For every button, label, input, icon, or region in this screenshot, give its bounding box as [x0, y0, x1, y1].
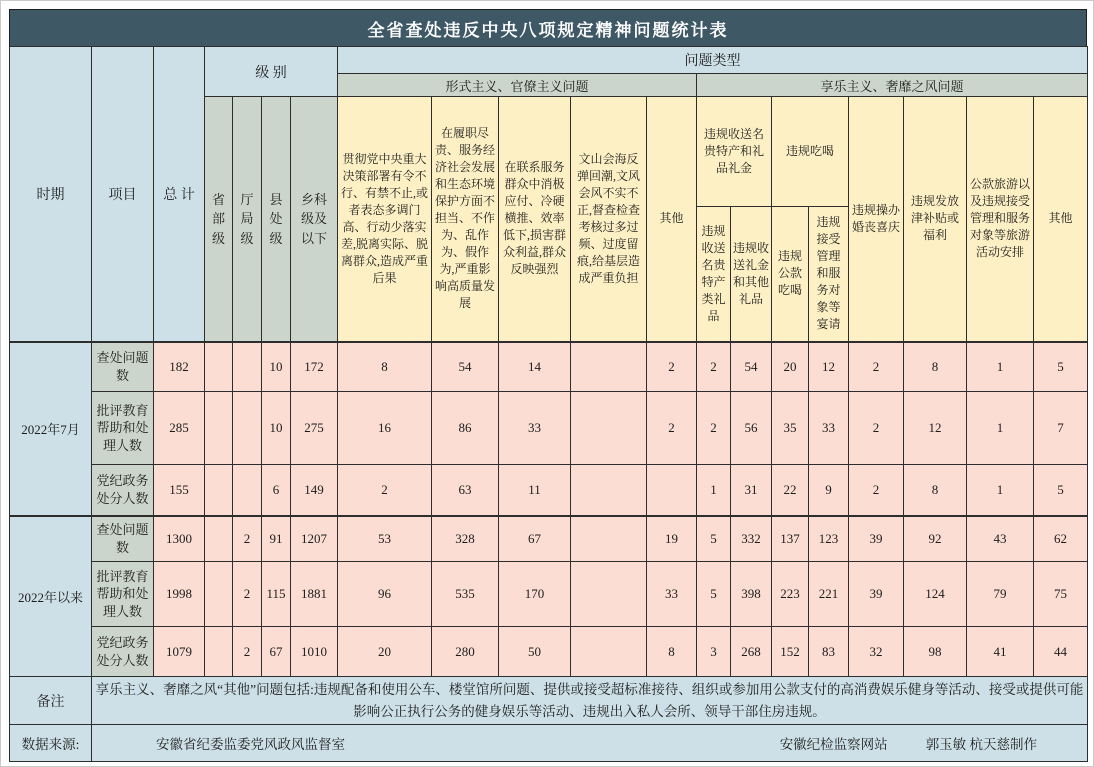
col-header-formalism-3: 在联系服务群众中消极应付、冷硬横推、效率低下,损害群众利益,群众反映强烈: [499, 97, 571, 342]
col-group-formalism: 形式主义、官僚主义问题: [338, 74, 697, 97]
value-cell: 275: [291, 392, 338, 465]
value-cell: 12: [904, 392, 967, 465]
col-header-period: 时期: [10, 47, 92, 342]
value-cell: 137: [772, 516, 809, 562]
value-cell: 50: [499, 627, 571, 677]
value-cell: [205, 562, 233, 627]
value-cell: 10: [262, 342, 291, 392]
value-cell: 155: [154, 465, 205, 516]
value-cell: 92: [904, 516, 967, 562]
value-cell: [571, 516, 647, 562]
value-cell: 75: [1034, 562, 1088, 627]
value-cell: [233, 342, 262, 392]
table-row: [10, 627, 1088, 677]
value-cell: 115: [262, 562, 291, 627]
value-cell: 535: [432, 562, 499, 627]
value-cell: 12: [809, 342, 849, 392]
value-cell: 91: [262, 516, 291, 562]
value-cell: 33: [809, 392, 849, 465]
value-cell: 1079: [154, 627, 205, 677]
source-makers: 郭玉敏 杭天慈制作: [925, 737, 1038, 752]
value-cell: 328: [432, 516, 499, 562]
item-label-cell: 党纪政务处分人数: [92, 627, 154, 677]
value-cell: 19: [647, 516, 697, 562]
value-cell: 5: [697, 562, 731, 627]
value-cell: 223: [772, 562, 809, 627]
value-cell: 1998: [154, 562, 205, 627]
value-cell: [571, 627, 647, 677]
value-cell: 1: [697, 465, 731, 516]
value-cell: 2: [849, 392, 904, 465]
col-group-hedonism: 享乐主义、奢靡之风问题: [697, 74, 1088, 97]
value-cell: 2: [697, 392, 731, 465]
col-group-level: 级 别: [205, 47, 338, 97]
value-cell: 2: [647, 342, 697, 392]
period-cell: 2022年以来: [10, 516, 92, 677]
value-cell: 8: [904, 465, 967, 516]
value-cell: 98: [904, 627, 967, 677]
value-cell: [233, 392, 262, 465]
value-cell: 1881: [291, 562, 338, 627]
col-header-cash-gifts: 违规收送礼金和其他礼品: [731, 207, 772, 342]
value-cell: 2: [849, 342, 904, 392]
value-cell: 170: [499, 562, 571, 627]
table-row: [10, 392, 1088, 465]
col-header-formalism-2: 在履职尽责、服务经济社会发展和生态环境保护方面不担当、不作为、乱作为、假作为,严重影响高质量发展: [432, 97, 499, 342]
value-cell: 20: [772, 342, 809, 392]
value-cell: 63: [432, 465, 499, 516]
value-cell: 39: [849, 516, 904, 562]
item-label-cell: 查处问题数: [92, 516, 154, 562]
value-cell: 7: [1034, 392, 1088, 465]
value-cell: 2: [233, 516, 262, 562]
value-cell: 41: [967, 627, 1034, 677]
value-cell: 16: [338, 392, 432, 465]
value-cell: 44: [1034, 627, 1088, 677]
value-cell: 53: [338, 516, 432, 562]
value-cell: 96: [338, 562, 432, 627]
value-cell: [205, 392, 233, 465]
value-cell: 152: [772, 627, 809, 677]
value-cell: 67: [262, 627, 291, 677]
col-group-problem-type: 问题类型: [338, 47, 1088, 74]
value-cell: 1300: [154, 516, 205, 562]
col-header-item: 项目: [92, 47, 154, 342]
value-cell: 8: [904, 342, 967, 392]
value-cell: [205, 342, 233, 392]
col-header-level-township: 乡科级及以下: [291, 97, 338, 342]
value-cell: 332: [731, 516, 772, 562]
col-header-level-province: 省部级: [205, 97, 233, 342]
value-cell: 8: [338, 342, 432, 392]
value-cell: 67: [499, 516, 571, 562]
value-cell: [647, 465, 697, 516]
value-cell: 32: [849, 627, 904, 677]
col-header-total: 总 计: [154, 47, 205, 342]
value-cell: 14: [499, 342, 571, 392]
value-cell: [233, 465, 262, 516]
col-header-public-funds-dining: 违规公款吃喝: [772, 207, 809, 342]
page-title: 全省查处违反中央八项规定精神问题统计表: [9, 9, 1087, 46]
value-cell: 123: [809, 516, 849, 562]
table-row: [10, 516, 1088, 562]
col-header-specialty-gifts: 违规收送名贵特产类礼品: [697, 207, 731, 342]
remark-label: 备注: [10, 677, 92, 725]
value-cell: 56: [731, 392, 772, 465]
value-cell: 39: [849, 562, 904, 627]
value-cell: 83: [809, 627, 849, 677]
value-cell: 1010: [291, 627, 338, 677]
value-cell: 9: [809, 465, 849, 516]
value-cell: 285: [154, 392, 205, 465]
value-cell: [571, 562, 647, 627]
value-cell: [205, 516, 233, 562]
value-cell: [571, 342, 647, 392]
value-cell: [205, 465, 233, 516]
value-cell: 1: [967, 342, 1034, 392]
value-cell: 1: [967, 465, 1034, 516]
item-label-cell: 批评教育帮助和处理人数: [92, 562, 154, 627]
table-row: [10, 342, 1088, 392]
table-row: [10, 465, 1088, 516]
value-cell: 6: [262, 465, 291, 516]
value-cell: 2: [338, 465, 432, 516]
value-cell: 11: [499, 465, 571, 516]
value-cell: [571, 392, 647, 465]
item-label-cell: 批评教育帮助和处理人数: [92, 392, 154, 465]
value-cell: 2: [647, 392, 697, 465]
value-cell: 79: [967, 562, 1034, 627]
value-cell: 2: [697, 342, 731, 392]
value-cell: 124: [904, 562, 967, 627]
col-header-formalism-other: 其他: [647, 97, 697, 342]
value-cell: 2: [233, 562, 262, 627]
source-org: 安徽省纪委监委党风政风监督室: [156, 737, 345, 752]
col-header-level-county: 县处级: [262, 97, 291, 342]
col-header-banquet-acceptance: 违规接受管理和服务对象等宴请: [809, 207, 849, 342]
source-label: 数据来源:: [10, 725, 92, 762]
value-cell: 31: [731, 465, 772, 516]
col-header-weddings-funerals: 违规操办婚丧喜庆: [849, 97, 904, 342]
col-header-allowances: 违规发放津补贴或福利: [904, 97, 967, 342]
value-cell: 2: [849, 465, 904, 516]
col-header-level-department: 厅局级: [233, 97, 262, 342]
remark-text: 享乐主义、奢靡之风“其他”问题包括:违规配备和使用公车、楼堂馆所问题、提供或接受超标准接待、组织或参加用公款支付的高消费娱乐健身等活动、接受或提供可能影响公正执行公务的健身娱乐等活动、违规出入私人会所、领导干部住房违规。: [92, 677, 1088, 725]
value-cell: 5: [1034, 465, 1088, 516]
value-cell: 54: [432, 342, 499, 392]
value-cell: 35: [772, 392, 809, 465]
source-cell: [92, 725, 1088, 762]
value-cell: 172: [291, 342, 338, 392]
col-header-public-funded-travel: 公款旅游以及违规接受管理和服务对象等旅游活动安排: [967, 97, 1034, 342]
value-cell: 10: [262, 392, 291, 465]
value-cell: 33: [647, 562, 697, 627]
value-cell: 5: [1034, 342, 1088, 392]
value-cell: 54: [731, 342, 772, 392]
value-cell: 268: [731, 627, 772, 677]
col-header-formalism-4: 文山会海反弹回潮,文风会风不实不正,督查检查考核过多过频、过度留痕,给基层造成严重负担: [571, 97, 647, 342]
value-cell: 149: [291, 465, 338, 516]
value-cell: 8: [647, 627, 697, 677]
col-group-gifts: 违规收送名贵特产和礼品礼金: [697, 97, 772, 207]
col-header-hedonism-other: 其他: [1034, 97, 1088, 342]
statistics-table: [9, 46, 1088, 762]
value-cell: 5: [697, 516, 731, 562]
value-cell: 20: [338, 627, 432, 677]
item-label-cell: 查处问题数: [92, 342, 154, 392]
period-cell: 2022年7月: [10, 342, 92, 516]
value-cell: 398: [731, 562, 772, 627]
value-cell: 280: [432, 627, 499, 677]
value-cell: [205, 627, 233, 677]
value-cell: 3: [697, 627, 731, 677]
value-cell: 33: [499, 392, 571, 465]
col-group-dining: 违规吃喝: [772, 97, 849, 207]
value-cell: 2: [233, 627, 262, 677]
value-cell: 182: [154, 342, 205, 392]
value-cell: 22: [772, 465, 809, 516]
value-cell: 221: [809, 562, 849, 627]
value-cell: 1207: [291, 516, 338, 562]
value-cell: 1: [967, 392, 1034, 465]
item-label-cell: 党纪政务处分人数: [92, 465, 154, 516]
value-cell: 43: [967, 516, 1034, 562]
source-site: 安徽纪检监察网站: [779, 737, 888, 752]
table-row: [10, 562, 1088, 627]
value-cell: [571, 465, 647, 516]
col-header-formalism-1: 贯彻党中央重大决策部署有令不行、有禁不止,或者表态多调门高、行动少落实差,脱离实际、脱离群众,造成严重后果: [338, 97, 432, 342]
value-cell: 62: [1034, 516, 1088, 562]
value-cell: 86: [432, 392, 499, 465]
